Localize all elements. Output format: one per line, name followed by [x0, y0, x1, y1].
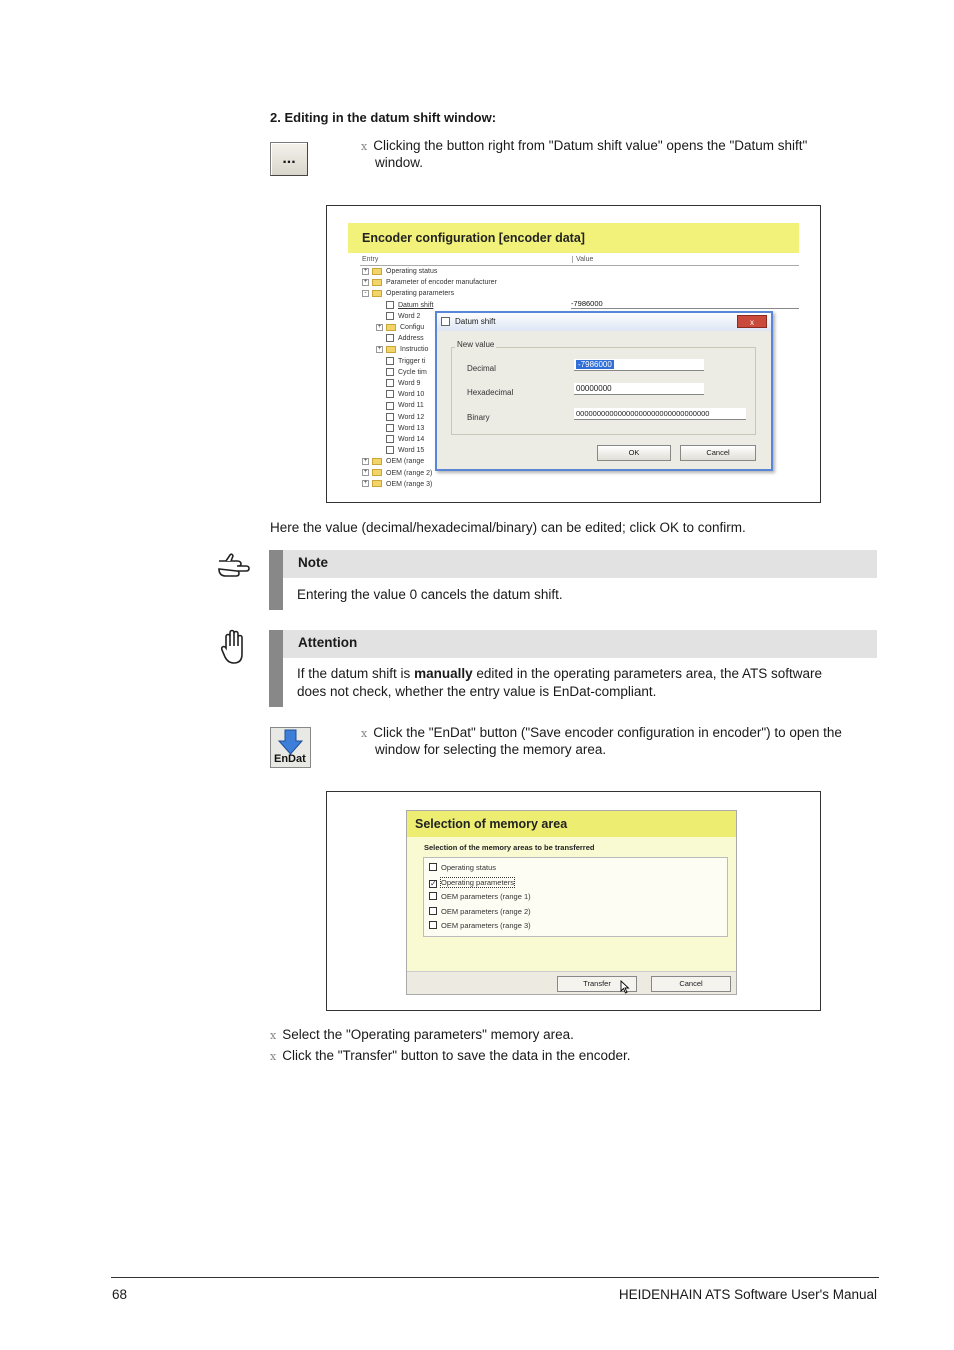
tree-item[interactable]	[376, 300, 433, 311]
tree-item[interactable]	[376, 333, 424, 344]
cancel-button[interactable]: Cancel	[651, 976, 731, 992]
column-entry[interactable]: Entry	[362, 256, 379, 263]
attention-text-line2: does not check, whether the entry value is EnDat-compliant.	[297, 684, 657, 699]
tree-item-label: OEM (range 3)	[386, 480, 433, 488]
memory-option[interactable]	[429, 862, 496, 874]
tree-item-label: Word 14	[398, 436, 425, 443]
tree-item[interactable]	[362, 468, 432, 479]
collapse-icon[interactable]: -	[362, 290, 369, 297]
binary-label: Binary	[467, 413, 490, 422]
checkbox[interactable]	[429, 907, 437, 915]
tree-item-label: Datum shift	[398, 301, 434, 309]
step-datum-shift-line1: Clicking the button right from "Datum shift value" opens the "Datum shift"	[373, 138, 808, 153]
entry-icon	[386, 390, 394, 398]
checkbox[interactable]	[429, 892, 437, 900]
bullet-marker: x	[361, 140, 368, 153]
manual-title: HEIDENHAIN ATS Software User's Manual	[618, 1287, 877, 1302]
column-value[interactable]: Value	[572, 256, 593, 263]
step-endat-line1: Click the "EnDat" button ("Save encoder configuration in encoder") to open the	[373, 725, 842, 740]
folder-icon	[372, 458, 382, 465]
tree-item-label: Instructio	[400, 346, 429, 354]
expand-icon[interactable]: +	[363, 458, 368, 465]
entry-icon	[386, 424, 394, 432]
close-icon[interactable]: x	[737, 315, 767, 328]
note-title: Note	[283, 550, 877, 578]
tree-column-headers	[360, 256, 799, 266]
new-value-label: New value	[457, 340, 495, 349]
tree-item[interactable]	[376, 389, 424, 400]
decimal-field[interactable]	[574, 359, 704, 371]
memory-option[interactable]	[429, 891, 531, 903]
entry-icon	[386, 301, 394, 309]
tree-item-label: Word 12	[398, 413, 425, 421]
cancel-button[interactable]: Cancel	[680, 445, 756, 461]
folder-icon	[386, 346, 396, 353]
memory-window-footer	[407, 971, 737, 995]
tree-item[interactable]	[376, 412, 424, 423]
attention-text	[297, 665, 872, 701]
expand-icon[interactable]: +	[363, 278, 368, 285]
decimal-label: Decimal	[467, 364, 496, 373]
expand-icon[interactable]: +	[377, 346, 382, 353]
final-step-1-text: Select the "Operating parameters" memory area.	[282, 1027, 574, 1042]
binary-field[interactable]: 00000000000000000000000000000000	[574, 408, 746, 420]
tree-item-label: Word 9	[398, 380, 421, 387]
tree-item-label: Parameter of encoder manufacturer	[386, 279, 497, 287]
tree-item-label: Address	[398, 335, 424, 343]
datum-shift-dialog	[435, 311, 773, 471]
folder-icon	[372, 279, 382, 286]
mouse-cursor-icon	[620, 980, 630, 994]
folder-icon	[372, 480, 382, 487]
expand-icon[interactable]: +	[377, 323, 382, 330]
tree-item-label: Cycle tim	[398, 368, 427, 376]
datum-dialog-titlebar	[437, 313, 771, 331]
final-step-2	[270, 1048, 631, 1065]
tree-item-label: Word 13	[398, 424, 425, 432]
memory-option[interactable]	[429, 877, 514, 889]
entry-icon	[386, 402, 394, 410]
hexadecimal-label: Hexadecimal	[467, 388, 514, 397]
tree-item[interactable]	[362, 288, 454, 299]
tree-item[interactable]	[376, 367, 427, 378]
bullet-marker: x	[270, 1050, 277, 1063]
tree-item-label: Operating status	[386, 268, 438, 275]
tree-item-label: Word 11	[398, 402, 424, 410]
entry-icon	[386, 368, 394, 376]
tree-item[interactable]	[376, 311, 420, 322]
entry-icon	[386, 435, 394, 443]
ok-button[interactable]: OK	[597, 445, 671, 461]
tree-item[interactable]	[376, 423, 424, 434]
endat-button[interactable]	[270, 727, 311, 768]
memory-option-label: OEM parameters (range 2)	[441, 906, 531, 916]
attention-text-start: If the datum shift is	[297, 666, 415, 681]
tree-item[interactable]	[376, 434, 424, 445]
memory-option[interactable]	[429, 920, 531, 932]
expand-icon[interactable]: +	[363, 267, 368, 274]
endat-button-label: EnDat	[274, 753, 306, 765]
step-endat-line2: window for selecting the memory area.	[375, 742, 607, 757]
step-datum-shift	[361, 138, 861, 171]
attention-text-end: edited in the operating parameters area, the ATS software	[472, 666, 823, 681]
entry-icon	[386, 312, 394, 320]
checkbox-checked[interactable]: ✓	[430, 878, 437, 888]
tree-item[interactable]	[376, 400, 424, 411]
folder-icon	[372, 268, 382, 275]
tree-item[interactable]	[362, 266, 437, 277]
tree-item-label: Word 2	[398, 312, 421, 320]
folder-icon	[372, 290, 382, 297]
note-bar	[269, 550, 283, 610]
step-endat	[361, 725, 876, 758]
entry-icon	[386, 446, 394, 454]
tree-item-label: Word 10	[398, 391, 425, 399]
transfer-button[interactable]: Transfer	[557, 976, 637, 992]
hexadecimal-field[interactable]: 00000000	[574, 383, 704, 395]
tree-item[interactable]	[376, 445, 424, 456]
dialog-app-icon	[441, 317, 450, 326]
memory-area-window	[406, 810, 737, 995]
tree-item[interactable]	[362, 479, 432, 488]
memory-window-title: Selection of memory area	[407, 811, 736, 837]
tree-item[interactable]	[376, 378, 420, 389]
raised-hand-icon	[220, 628, 248, 666]
entry-icon	[386, 379, 394, 387]
edit-instructions: Here the value (decimal/hexadecimal/binary) can be edited; click OK to confirm.	[270, 520, 746, 535]
entry-icon	[386, 334, 394, 342]
tree-item[interactable]	[362, 277, 497, 288]
footer-rule	[111, 1277, 879, 1278]
attention-title: Attention	[283, 630, 877, 658]
step-datum-shift-line2: window.	[375, 155, 424, 170]
datum-shift-value-cell[interactable]: -7986000	[571, 299, 799, 309]
entry-icon	[386, 357, 394, 365]
encoder-window-title: Encoder configuration [encoder data]	[348, 223, 799, 253]
tree-item[interactable]	[376, 356, 425, 367]
checkbox[interactable]	[429, 863, 437, 871]
page-number: 68	[112, 1287, 128, 1302]
tree-item-label: Configu	[400, 324, 425, 331]
checkbox[interactable]	[429, 921, 437, 929]
tree-item-label: OEM (range 2)	[386, 469, 433, 477]
datum-shift-browse-button[interactable]: ...	[270, 142, 308, 176]
final-step-1	[270, 1027, 574, 1044]
memory-option-label: OEM parameters (range 3)	[441, 921, 531, 930]
bullet-marker: x	[270, 1029, 277, 1042]
decimal-value: -7986000	[578, 360, 612, 369]
tree-item-label: Trigger ti	[398, 357, 426, 365]
tree-item[interactable]	[376, 322, 424, 333]
pointing-hand-icon	[216, 552, 252, 578]
memory-option[interactable]	[429, 906, 531, 918]
section-heading: 2. Editing in the datum shift window:	[270, 110, 497, 125]
tree-item[interactable]	[376, 344, 428, 355]
tree-item-label: Operating parameters	[386, 290, 455, 298]
encoder-config-window	[348, 223, 799, 488]
memory-option-label: Operating status	[441, 863, 497, 872]
expand-icon[interactable]: +	[363, 469, 368, 476]
final-step-2-text: Click the "Transfer" button to save the data in the encoder.	[282, 1048, 631, 1063]
tree-item-label: OEM (range	[386, 458, 425, 466]
expand-icon[interactable]: +	[363, 480, 368, 487]
attention-text-bold: manually	[414, 666, 473, 681]
entry-icon	[386, 413, 394, 421]
bullet-marker: x	[361, 727, 368, 740]
folder-icon	[386, 324, 396, 331]
attention-bar	[269, 630, 283, 707]
memory-option-label: OEM parameters (range 1)	[441, 892, 531, 901]
tree-item[interactable]	[362, 456, 424, 467]
memory-option-label: Operating parameters	[441, 877, 514, 887]
note-text: Entering the value 0 cancels the datum shift.	[297, 587, 563, 602]
datum-dialog-title: Datum shift	[455, 317, 496, 326]
memory-window-subtitle: Selection of the memory areas to be transferred	[424, 843, 595, 852]
folder-icon	[372, 469, 382, 476]
tree-item-label: Word 15	[398, 447, 425, 455]
